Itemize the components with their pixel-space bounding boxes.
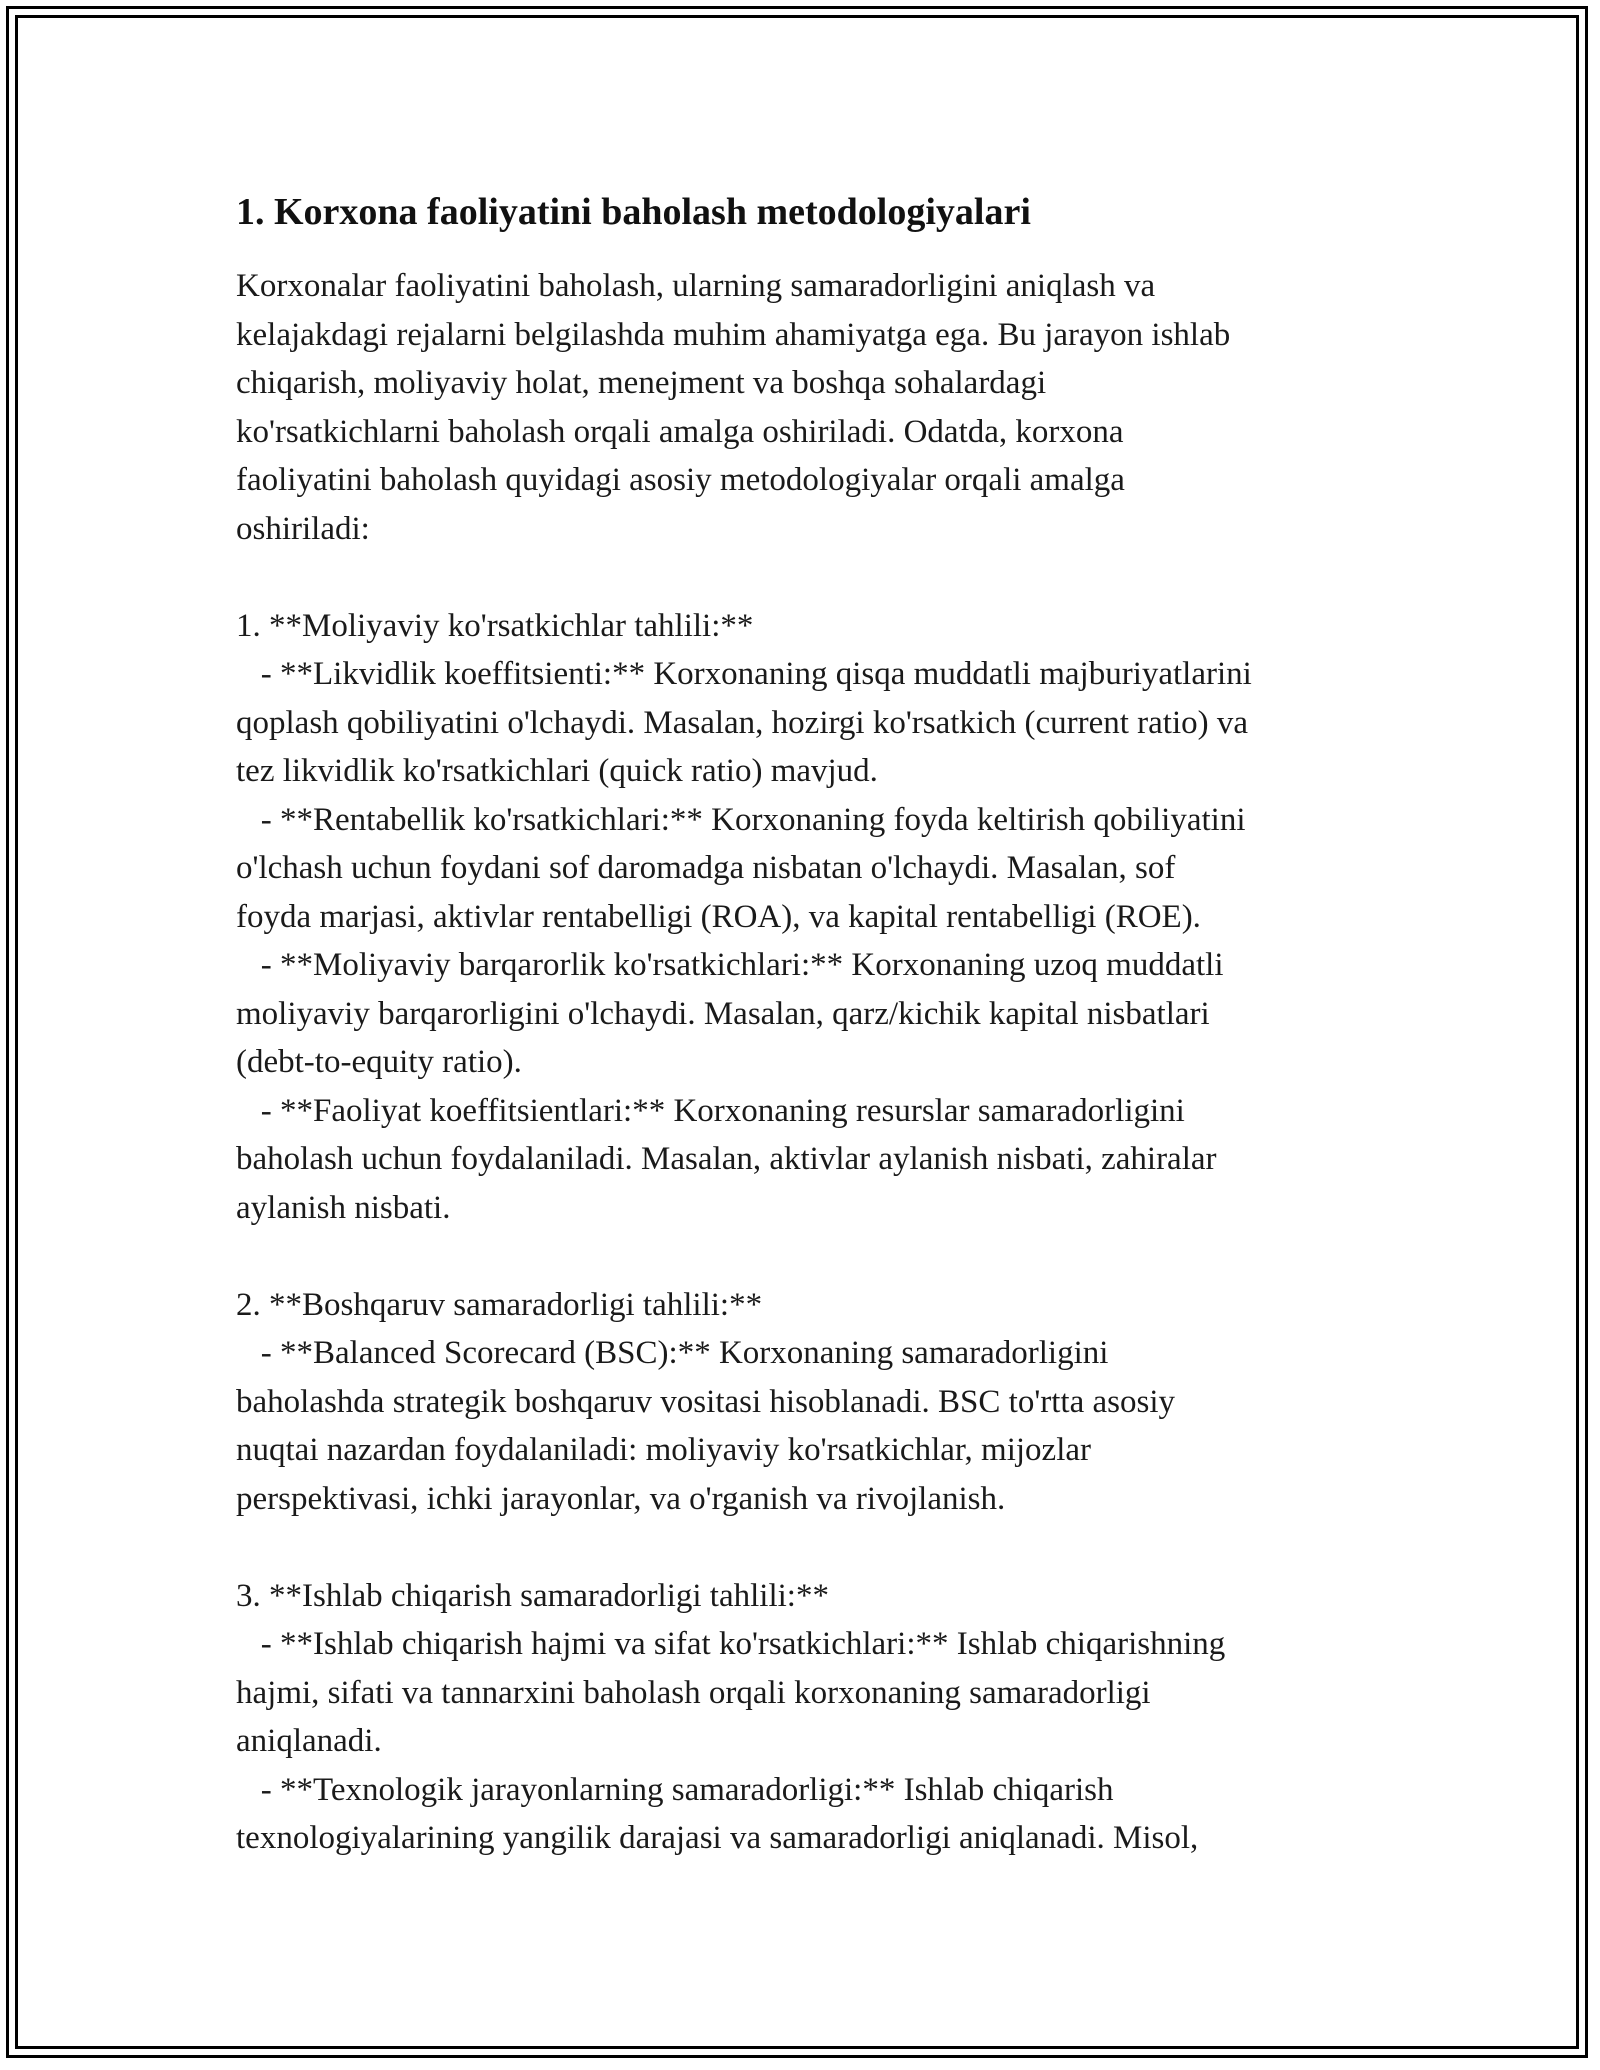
document-page: [236, 188, 1376, 1863]
section-heading: 1. Korxona faoliyatini baholash metodologiyalari: [236, 191, 1031, 233]
body-text: Korxonalar faoliyatini baholash, ularning samaradorligini aniqlash va kelajakdagi rejalarni belgilashda muhim ahamiyatga ega. Bu jarayon ishlab chiqarish, moliyaviy holat, menejment va boshqa sohalardagi ko'rsatkichlarni baholash orqali amalga oshiriladi. Odatda, korxona faoliyatini baholash quyidagi asosiy metodologiyalar orqali amalga oshiriladi: 1. **Moliyaviy ko'rsatkichlar tahlili:** - **Likvidlik koeffitsienti:** Korxonaning qisqa muddatli majburiyatlarini qoplash qobiliyatini o'lchaydi. Masalan, hozirgi ko'rsatkich (current ratio) va tez likvidlik ko'rsatkichlari (quick ratio) mavjud. - **Rentabellik ko'rsatkichlari:** Korxonaning foyda keltirish qobiliyatini o'lchash uchun foydani sof daromadga nisbatan o'lchaydi. Masalan, sof foyda marjasi, aktivlar rentabelligi (ROA), va kapital rentabelligi (ROE). - **Moliyaviy barqarorlik ko'rsatkichlari:** Korxonaning uzoq muddatli moliyaviy barqarorligini o'lchaydi. Masalan, qarz/kichik kapital nisbatlari (debt-to-equity ratio). - **Faoliyat koeffitsientlari:** Korxonaning resurslar samaradorligini baholash uchun foydalaniladi. Masalan, aktivlar aylanish nisbati, zahiralar aylanish nisbati. 2. **Boshqaruv samaradorligi tahlili:** - **Balanced Scorecard (BSC):** Korxonaning samaradorligini baholashda strategik boshqaruv vositasi hisoblanadi. BSC to'rtta asosiy nuqtai nazardan foydalaniladi: moliyaviy ko'rsatkichlar, mijozlar perspektivasi, ichki jarayonlar, va o'rganish va rivojlanish. 3. **Ishlab chiqarish samaradorligi tahlili:** - **Ishlab chiqarish hajmi va sifat ko'rsatkichlari:** Ishlab chiqarishning hajmi, sifati va tannarxini baholash orqali korxonaning samaradorligi aniqlanadi. - **Texnologik jarayonlarning samaradorligi:** Ishlab chiqarish texnologiyalarining yangilik darajasi va samaradorligi aniqlanadi. Misol,: [236, 268, 1252, 1856]
